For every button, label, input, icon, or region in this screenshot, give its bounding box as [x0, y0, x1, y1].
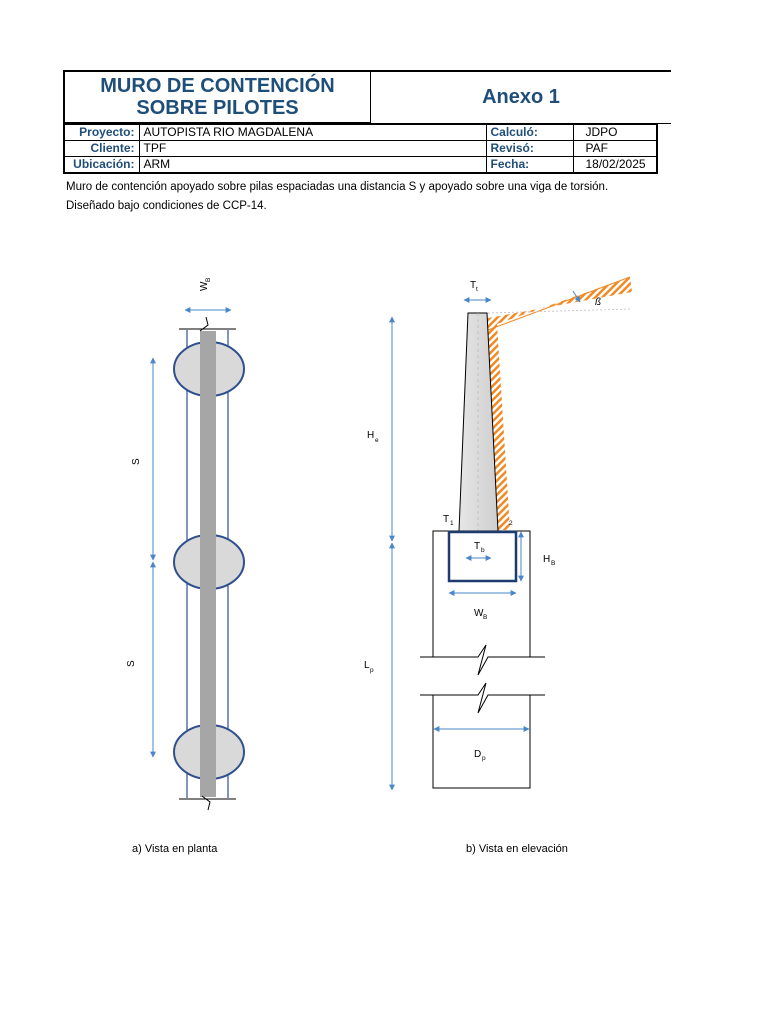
elev-t2-sub: 2	[509, 520, 513, 527]
location-value: ARM	[139, 157, 486, 174]
plan-view-caption: a) Vista en planta	[132, 843, 218, 855]
client-label: Cliente:	[64, 141, 139, 157]
pile-elevation-bottom	[433, 695, 530, 788]
elev-tt-sub: t	[476, 286, 478, 293]
elev-wb-sub: B	[483, 614, 488, 621]
elev-wb-label: W	[474, 608, 484, 619]
elev-dp-sub: p	[482, 755, 486, 762]
elev-t1-sub: 1	[450, 520, 454, 527]
plan-s1-label: S	[131, 458, 142, 465]
elev-tt-label: T	[470, 280, 477, 291]
annex-label: Anexo 1	[482, 86, 560, 108]
plan-wb-label: W	[199, 281, 210, 291]
reviewed-value: PAF	[573, 141, 657, 157]
description-line-1: Muro de contención apoyado sobre pilas espaciadas una distancia S y apoyado sobre una viga de torsión.	[66, 181, 609, 193]
elevation-view	[364, 277, 632, 790]
plan-s2-label: S	[126, 660, 137, 667]
elev-hb-label: H	[543, 554, 551, 565]
title-line-1: MURO DE CONTENCIÓN	[100, 75, 335, 97]
backfill-soil	[486, 277, 632, 530]
reviewed-label: Revisó:	[486, 141, 573, 157]
client-value: TPF	[139, 141, 486, 157]
date-label: Fecha:	[486, 157, 573, 174]
torsion-beam	[449, 532, 516, 581]
project-label: Proyecto:	[64, 125, 139, 141]
location-label: Ubicación:	[64, 157, 139, 174]
description-line-2: Diseñado bajo condiciones de CCP-14.	[66, 200, 267, 212]
elev-lp-label: L	[364, 660, 370, 671]
wall-plan	[200, 331, 216, 797]
elev-tb-sub: b	[481, 547, 485, 554]
elev-he-sub: e	[375, 437, 379, 444]
date-value: 18/02/2025	[573, 157, 657, 174]
elev-lp-sub: p	[370, 667, 374, 674]
elevation-view-caption: b) Vista en elevación	[466, 843, 568, 855]
elev-t1-label: T	[443, 514, 450, 525]
calculated-value: JDPO	[573, 125, 657, 141]
elev-tb-label: T	[474, 541, 481, 552]
elev-he-label: H	[367, 430, 375, 441]
elev-hb-sub: B	[551, 560, 556, 567]
plan-wb-sub: B	[205, 277, 212, 282]
title-line-2: SOBRE PILOTES	[136, 97, 299, 119]
project-value: AUTOPISTA RIO MAGDALENA	[139, 125, 486, 141]
calculated-label: Calculó:	[486, 125, 573, 141]
elev-dp-label: D	[474, 749, 482, 760]
elev-beta-label: ß	[595, 297, 602, 308]
plan-view	[126, 278, 244, 810]
